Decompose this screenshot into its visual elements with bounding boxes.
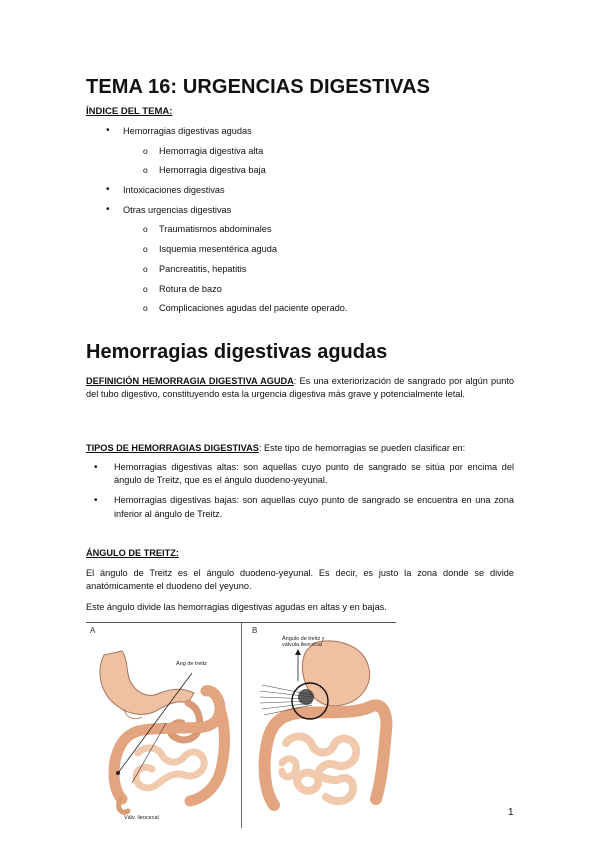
definition-text: : Es una exteriorización de sangrado por algún punto del tubo digestivo, constituyendo esta la urgencia digestiva más grave y potencialmente letal. — [86, 376, 514, 400]
definition-paragraph — [86, 375, 514, 401]
index-subitem: o Traumatismos abdominales — [143, 224, 272, 234]
label-treitz-angle-a: Áng de treitz — [176, 661, 207, 667]
index-subitem: o Hemorragia digestiva alta — [143, 146, 264, 156]
sub-bullet-icon: o — [143, 264, 148, 274]
list-item: • Hemorragias digestivas altas: son aquellas cuyo punto de sangrado se sitúa por encima del ángulo de Treitz, que es el ángulo duodeno-yeyunal. — [94, 462, 514, 486]
index-subitem: o Complicaciones agudas del paciente operado. — [143, 303, 348, 313]
anatomy-figure — [86, 622, 396, 828]
section-heading: Hemorragias digestivas agudas — [86, 341, 388, 363]
page-title: TEMA 16: URGENCIAS DIGESTIVAS — [86, 76, 431, 98]
panel-a-letter: A — [90, 626, 96, 635]
bullet-icon: • — [106, 184, 110, 195]
sub-bullet-icon: o — [143, 224, 148, 234]
bullet-icon: • — [94, 462, 98, 473]
bullet-icon: • — [106, 125, 110, 136]
label-treitz-b-line1: Ángulo de treitz y — [282, 636, 325, 642]
index-item: • Hemorragias digestivas agudas — [106, 125, 252, 136]
bullet-icon: • — [106, 204, 110, 215]
types-paragraph — [86, 442, 514, 455]
index-subitem: o Rotura de bazo — [143, 284, 222, 294]
index-subitem: o Isquemia mesentérica aguda — [143, 244, 277, 254]
sub-bullet-icon: o — [143, 284, 148, 294]
types-list — [86, 461, 514, 528]
treitz-paragraph-1: El ángulo de Treitz es el ángulo duodeno-yeyunal. Es decir, es justo la zona donde se divide anatómicamente el duodeno del yeyuno. — [86, 568, 514, 592]
index-subitem: o Pancreatitis, hepatitis — [143, 264, 247, 274]
panel-b-illustration — [260, 641, 386, 805]
definition-label: DEFINICIÓN HEMORRAGIA DIGESTIVA AGUDA — [86, 376, 294, 386]
index-heading: ÍNDICE DEL TEMA: — [86, 106, 173, 117]
treitz-paragraph-2: Este ángulo divide las hemorragias digestivas agudas en altas y en bajas. — [86, 602, 387, 612]
sub-bullet-icon: o — [143, 303, 148, 313]
label-treitz-b-line2: válvula ileocecal — [282, 642, 323, 648]
sub-bullet-icon: o — [143, 244, 148, 254]
types-label: TIPOS DE HEMORRAGIAS DIGESTIVAS — [86, 443, 259, 453]
sub-bullet-icon: o — [143, 165, 148, 175]
index-subitem: o Hemorragia digestiva baja — [143, 165, 266, 175]
panel-b-letter: B — [252, 626, 258, 635]
sub-bullet-icon: o — [143, 146, 148, 156]
index-item: • Otras urgencias digestivas — [106, 204, 232, 215]
digestive-tract-illustration — [86, 623, 396, 828]
page-number: 1 — [508, 807, 514, 818]
types-text: : Este tipo de hemorragias se pueden clasificar en: — [258, 443, 466, 453]
panel-a-illustration — [100, 651, 225, 812]
treitz-heading: ÁNGULO DE TREITZ: — [86, 548, 179, 558]
label-ileocecal-valve-a: Válv. ileocecal — [124, 815, 159, 821]
list-item: • Hemorragias digestivas bajas: son aquellas cuyo punto de sangrado se encuentra en una zona inferior al ángulo de Treitz. — [94, 495, 514, 519]
bullet-icon: • — [94, 495, 98, 507]
index-item: • Intoxicaciones digestivas — [106, 184, 225, 195]
